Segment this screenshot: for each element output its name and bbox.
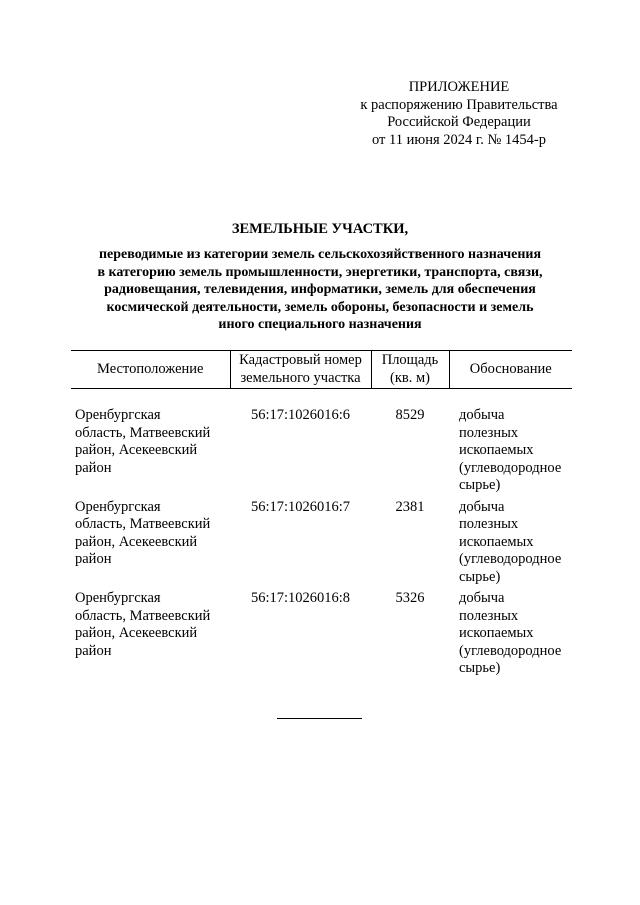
header-cadastral [230, 351, 371, 389]
cell-basis [449, 407, 572, 499]
basis-line: полезных [459, 516, 519, 532]
land-plots-table [71, 350, 572, 682]
header-area-line2: (кв. м) [390, 369, 430, 386]
location-line: область, Матвеевский [75, 424, 211, 441]
cell-area: 5326 [395, 590, 425, 606]
table-row [71, 590, 572, 682]
cell-area: 2381 [395, 498, 425, 515]
location-line: район, Асекеевский [75, 442, 198, 458]
location-line: область, Матвеевский [75, 607, 211, 624]
basis-line: добыча [459, 498, 505, 515]
cell-location [71, 407, 230, 499]
appendix-block [330, 79, 588, 149]
header-location [71, 351, 230, 389]
header-basis [449, 351, 572, 389]
document-subtitle [66, 246, 574, 334]
document-title: ЗЕМЕЛЬНЫЕ УЧАСТКИ, [231, 221, 409, 237]
cell-basis [449, 499, 572, 591]
basis-line: добыча [459, 590, 505, 606]
subtitle-line: космической деятельности, земель обороны, безопасности и земель [106, 299, 534, 315]
header-location-label: Местоположение [97, 360, 204, 377]
cell-cadastral: 56:17:1026016:7 [250, 498, 351, 515]
location-line: Оренбургская [75, 407, 161, 423]
basis-line: сырье) [459, 568, 501, 585]
cell-cadastral: 56:17:1026016:8 [250, 590, 351, 606]
basis-line: сырье) [459, 660, 501, 676]
basis-line: ископаемых [459, 533, 534, 550]
subtitle-line: радиовещания, телевидения, информатики, земель для обеспечения [104, 282, 536, 297]
table-row [71, 407, 572, 499]
location-line: Оренбургская [75, 498, 161, 515]
basis-line: полезных [459, 424, 519, 441]
basis-line: (углеводородное [459, 551, 562, 567]
subtitle-line: в категорию земель промышленности, энергетики, транспорта, связи, [97, 264, 543, 280]
table-spacer [71, 389, 572, 408]
cell-cadastral: 56:17:1026016:6 [250, 407, 351, 423]
location-line: область, Матвеевский [75, 516, 211, 532]
appendix-government: Российской Федерации [387, 114, 531, 130]
basis-line: полезных [459, 607, 519, 624]
basis-line: ископаемых [459, 442, 534, 458]
location-line: район [75, 642, 112, 659]
table-row [71, 499, 572, 591]
cell-location [71, 499, 230, 591]
table-header-row [71, 351, 572, 389]
subtitle-line: переводимые из категории земель сельскохозяйственного назначения [98, 247, 542, 262]
header-cadastral-line1: Кадастровый номер [239, 352, 362, 368]
appendix-label: ПРИЛОЖЕНИЕ [408, 79, 510, 95]
header-area [371, 351, 449, 389]
header-area-line1: Площадь [381, 352, 439, 368]
location-line: район, Асекеевский [75, 533, 198, 550]
cell-basis [449, 590, 572, 682]
header-cadastral-line2: земельного участка [240, 369, 361, 386]
basis-line: (углеводородное [459, 459, 562, 476]
location-line: район [75, 551, 112, 567]
appendix-order-ref: к распоряжению Правительства [360, 96, 558, 113]
basis-line: (углеводородное [459, 642, 562, 659]
basis-line: сырье) [459, 477, 501, 493]
location-line: район, Асекеевский [75, 625, 198, 641]
location-line: район [75, 459, 112, 476]
end-divider [277, 718, 362, 719]
subtitle-line: иного специального назначения [218, 317, 422, 332]
cell-area: 8529 [395, 407, 425, 423]
location-line: Оренбургская [75, 590, 161, 606]
basis-line: ископаемых [459, 625, 534, 641]
header-basis-label: Обоснование [469, 360, 552, 377]
appendix-date-number: от 11 июня 2024 г. № 1454-р [372, 131, 546, 148]
cell-location [71, 590, 230, 682]
basis-line: добыча [459, 407, 505, 423]
